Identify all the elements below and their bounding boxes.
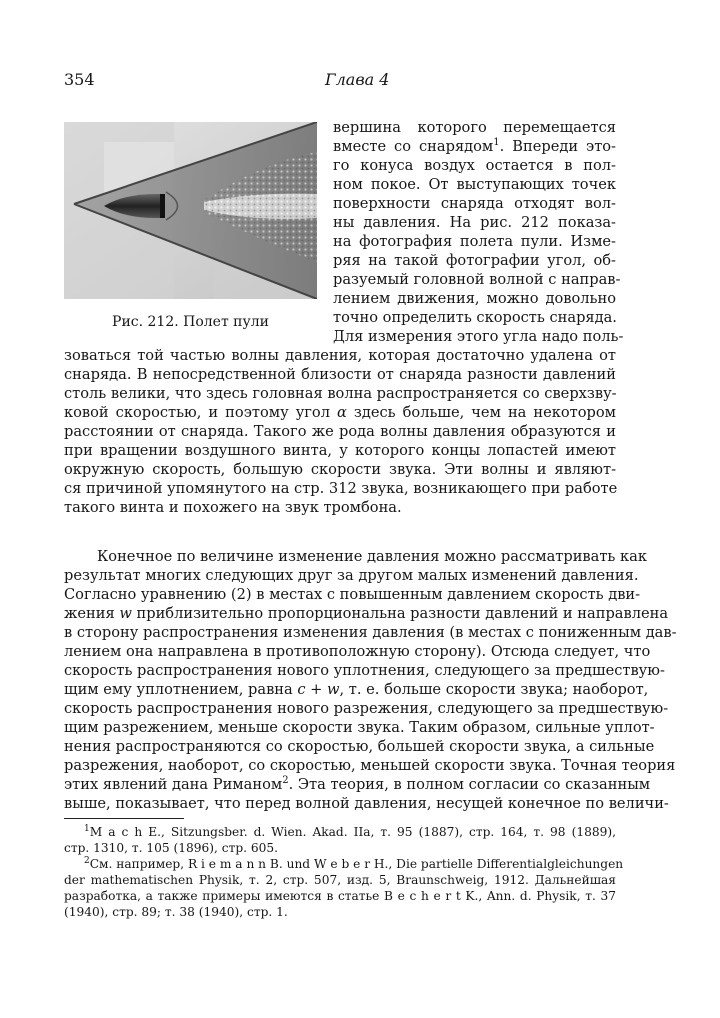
math-c-plus-w: c + w	[297, 681, 340, 698]
text-line: окружную скорость, большую скорости звука. Эти волны и являют-	[64, 461, 616, 478]
figure-caption: Рис. 212. Полет пули	[112, 314, 269, 330]
text-line: поверхности снаряда отходят вол-	[333, 195, 616, 212]
text-line: точно определить скорость снаряда.	[333, 309, 617, 326]
text-line: зоваться той частью волны давления, которая достаточно удалена от	[64, 347, 616, 364]
bullet-photo-illustration	[64, 122, 317, 299]
footnote-1: $^1$M a c h E., Sitzungsber. d. Wien. Akad. IIa, т. 95 (1887), стр. 164, т. 98 (1889),	[84, 823, 616, 839]
text-line: нения распространяются со скоростью, большей скорости звука, а сильные	[64, 738, 655, 755]
text-line: такого винта и похожего на звук тромбона.	[64, 499, 402, 516]
text-line: скорость распространения нового разрежения, следующего за предшествую-	[64, 700, 669, 717]
text-line: скорость распространения нового уплотнения, следующего за предшествую-	[64, 662, 665, 679]
math-alpha: α	[337, 404, 347, 421]
text-line: Согласно уравнению (2) в местах с повышенным давлением скорость дви-	[64, 586, 641, 603]
footnote-rule	[64, 818, 184, 819]
text-line: ковой скоростью, и поэтому угол α здесь больше, чем на некотором	[64, 404, 617, 421]
footnote-2-cont: der mathematischen Physik, т. 2, стр. 507, изд. 5, Braunschweig, 1912. Дальнейшая	[64, 873, 616, 887]
text-line: лением она направлена в противоположную сторону). Отсюда следует, что	[64, 643, 651, 660]
text-line: ном покое. От выступающих точек	[333, 176, 616, 193]
text-line: го конуса воздух остается в пол-	[333, 157, 616, 174]
footnote-ref: 1	[493, 137, 500, 149]
text-line: столь велики, что здесь головная волна распространяется со сверхзву-	[64, 385, 617, 402]
text-line: при вращении воздушного винта, у которого концы лопастей имеют	[64, 442, 616, 459]
footnote-1-cont: стр. 1310, т. 105 (1896), стр. 605.	[64, 841, 279, 855]
footnote-2: $^2$См. например, R i e m a n n B. und W e b e r H., Die partielle Differentialgleichungen	[84, 855, 624, 871]
text-line: Для измерения этого угла надо поль-	[333, 328, 624, 345]
page-number: 354	[64, 70, 95, 89]
text-line: этих явлений дана Риманом$^2$. Эта теория, в полном согласии со сказанным	[64, 775, 651, 793]
text-line: результат многих следующих друг за другом малых изменений давления.	[64, 567, 639, 584]
text-line: выше, показывает, что перед волной давления, несущей конечное по величи-	[64, 795, 669, 812]
text-line: ны давления. На рис. 212 показа-	[333, 214, 616, 231]
text-line: в сторону распространения изменения давления (в местах с пониженным дав-	[64, 624, 677, 641]
text-line: вместе со снарядом$^1$. Впереди это-	[333, 137, 616, 155]
text-line: вершина которого перемещается	[333, 119, 616, 136]
math-w: w	[119, 605, 132, 622]
text-line: разуемый головной волной с направ-	[333, 271, 621, 288]
text-line: ряя на такой фотографии угол, об-	[333, 252, 616, 269]
text-line: разрежения, наоборот, со скоростью, меньшей скорости звука. Точная теория	[64, 757, 676, 774]
chapter-title: Глава 4	[325, 70, 390, 89]
bullet-flight-photo	[64, 122, 317, 299]
text-line: щим разрежением, меньше скорости звука. Таким образом, сильные уплот-	[64, 719, 655, 736]
text-line: снаряда. В непосредственной близости от снаряда разности давлений	[64, 366, 616, 383]
text-line: жения w приблизительно пропорциональна разности давлений и направлена	[64, 605, 669, 622]
paragraph-first-line: Конечное по величине изменение давления можно рассматривать как	[97, 548, 647, 565]
text-line: лением движения, можно довольно	[333, 290, 616, 307]
text-line: ся причиной упомянутого на стр. 312 звука, возникающего при работе	[64, 480, 618, 497]
text-line: щим ему уплотнением, равна c + w, т. е. больше скорости звука; наоборот,	[64, 681, 649, 698]
footnote-2-cont: разработка, а также примеры имеются в статье B e c h e r t K., Ann. d. Physik, т. 37	[64, 889, 616, 903]
text-line: на фотография полета пули. Изме-	[333, 233, 616, 250]
footnote-ref: 2	[282, 775, 289, 787]
text-line: расстоянии от снаряда. Такого же рода волны давления образуются и	[64, 423, 616, 440]
footnote-2-cont: (1940), стр. 89; т. 38 (1940), стр. 1.	[64, 905, 288, 919]
